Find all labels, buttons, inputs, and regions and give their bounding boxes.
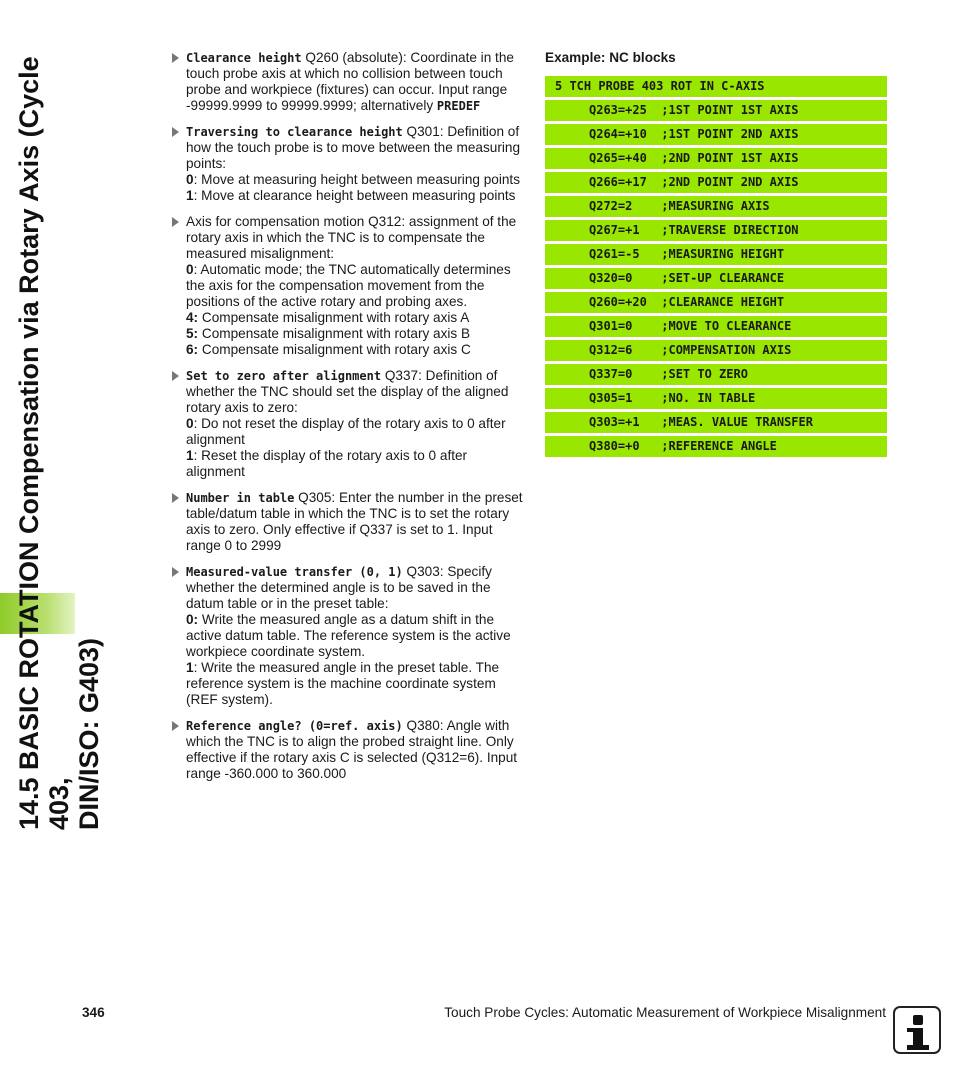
parameter-description: Q260 (absolute): Coordinate in the touch probe axis at which no collision between touch probe and workpiece (fixtures) can occur. Input range -99999.9999 to 99999.9999; alternatively (186, 50, 514, 113)
parameter-option (186, 660, 528, 708)
nc-block-row: Q312=6 ;COMPENSATION AXIS (545, 340, 887, 361)
option-key: 1 (186, 188, 194, 203)
parameter-option (186, 188, 528, 204)
parameter-description: Axis for compensation motion Q312: assignment of the rotary axis in which the TNC is to compensate the measured misalignment: (186, 214, 517, 261)
info-icon (893, 1006, 941, 1054)
parameter-description: Q380: Angle with which the TNC is to align the probed straight line. Only effective if the rotary axis C is selected (Q312=6). Input range -360.000 to 360.000 (186, 718, 518, 781)
option-key: 6: (186, 342, 199, 357)
parameter-option (186, 310, 528, 326)
footer-title: Touch Probe Cycles: Automatic Measurement of Workpiece Misalignment (444, 1005, 886, 1020)
option-text: : Automatic mode; the TNC automatically determines the axis for the compensation movement from the positions of the active rotary and probing axes. (186, 262, 511, 309)
nc-block-row: Q380=+0 ;REFERENCE ANGLE (545, 436, 887, 457)
parameter-option (186, 416, 528, 448)
option-key: 1 (186, 660, 194, 675)
nc-block-row: Q266=+17 ;2ND POINT 2ND AXIS (545, 172, 887, 193)
arrow-right-icon (172, 217, 179, 227)
example-title: Example: NC blocks (545, 50, 676, 65)
arrow-right-icon (172, 493, 179, 503)
parameter-description: Q301: Definition of how the touch probe is to move between the measuring points: (186, 124, 521, 171)
parameter-list (172, 50, 528, 792)
nc-block-row: Q337=0 ;SET TO ZERO (545, 364, 887, 385)
option-text: : Do not reset the display of the rotary axis to 0 after alignment (186, 416, 506, 447)
parameter-name: Traversing to clearance height (186, 125, 403, 139)
parameter-name: Reference angle? (0=ref. axis) (186, 719, 403, 733)
parameter-description: Q305: Enter the number in the preset table/datum table in which the TNC is to set the rotary axis to zero. Only effective if Q337 is set to 1. Input range 0 to 2999 (186, 490, 523, 553)
parameter-description: Q337: Definition of whether the TNC should set the display of the aligned rotary axis to zero: (186, 368, 509, 415)
nc-block-row: Q320=0 ;SET-UP CLEARANCE (545, 268, 887, 289)
parameter-item (172, 368, 528, 480)
option-text: Compensate misalignment with rotary axis B (198, 326, 471, 341)
parameter-item (172, 50, 528, 114)
parameter-option (186, 172, 528, 188)
option-key: 0 (186, 262, 194, 277)
parameter-option (186, 326, 528, 342)
option-key: 0: (186, 612, 199, 627)
parameter-item (172, 718, 528, 782)
predef-keyword: PREDEF (436, 99, 481, 113)
nc-block-row: Q263=+25 ;1ST POINT 1ST AXIS (545, 100, 887, 121)
option-text: : Move at clearance height between measuring points (193, 188, 516, 203)
nc-block-row: Q265=+40 ;2ND POINT 1ST AXIS (545, 148, 887, 169)
nc-block-row: Q267=+1 ;TRAVERSE DIRECTION (545, 220, 887, 241)
nc-block-row: Q305=1 ;NO. IN TABLE (545, 388, 887, 409)
option-key: 0 (186, 416, 194, 431)
arrow-right-icon (172, 127, 179, 137)
nc-block-row: Q272=2 ;MEASURING AXIS (545, 196, 887, 217)
arrow-right-icon (172, 567, 179, 577)
parameter-item (172, 490, 528, 554)
nc-block-header: 5 TCH PROBE 403 ROT IN C-AXIS (545, 76, 887, 97)
nc-block-row: Q260=+20 ;CLEARANCE HEIGHT (545, 292, 887, 313)
page-number: 346 (82, 1005, 105, 1020)
option-key: 0 (186, 172, 194, 187)
nc-block-list (545, 100, 887, 457)
parameter-name: Measured-value transfer (0, 1) (186, 565, 403, 579)
parameter-name: Clearance height (186, 51, 302, 65)
option-key: 5: (186, 326, 199, 341)
option-text: : Move at measuring height between measuring points (193, 172, 520, 187)
arrow-right-icon (172, 721, 179, 731)
option-key: 1 (186, 448, 194, 463)
parameter-option (186, 612, 528, 660)
arrow-right-icon (172, 53, 179, 63)
option-key: 4: (186, 310, 199, 325)
parameter-item (172, 124, 528, 204)
option-text: Compensate misalignment with rotary axis A (198, 310, 470, 325)
nc-block-row: Q303=+1 ;MEAS. VALUE TRANSFER (545, 412, 887, 433)
option-text: Write the measured angle as a datum shift in the active datum table. The reference system is the active workpiece coordinate system. (186, 612, 511, 659)
nc-block-row: Q261=-5 ;MEASURING HEIGHT (545, 244, 887, 265)
parameter-name: Set to zero after alignment (186, 369, 382, 383)
arrow-right-icon (172, 371, 179, 381)
option-text: Compensate misalignment with rotary axis C (198, 342, 471, 357)
nc-block-row: Q264=+10 ;1ST POINT 2ND AXIS (545, 124, 887, 145)
parameter-item (172, 564, 528, 708)
nc-block-row: Q301=0 ;MOVE TO CLEARANCE (545, 316, 887, 337)
parameter-option (186, 262, 528, 310)
section-title: 14.5 BASIC ROTATION Compensation via Rotary Axis (Cycle 403, DIN/ISO: G403) (14, 56, 104, 830)
parameter-option (186, 342, 528, 358)
example-panel (545, 50, 887, 460)
option-text: : Write the measured angle in the preset table. The reference system is the machine coordinate system (REF system). (186, 660, 500, 707)
parameter-name: Number in table (186, 491, 295, 505)
parameter-description: Q303: Specify whether the determined angle is to be saved in the datum table or in the preset table: (186, 564, 492, 611)
parameter-item (172, 214, 528, 358)
parameter-option (186, 448, 528, 480)
option-text: : Reset the display of the rotary axis to 0 after alignment (186, 448, 468, 479)
